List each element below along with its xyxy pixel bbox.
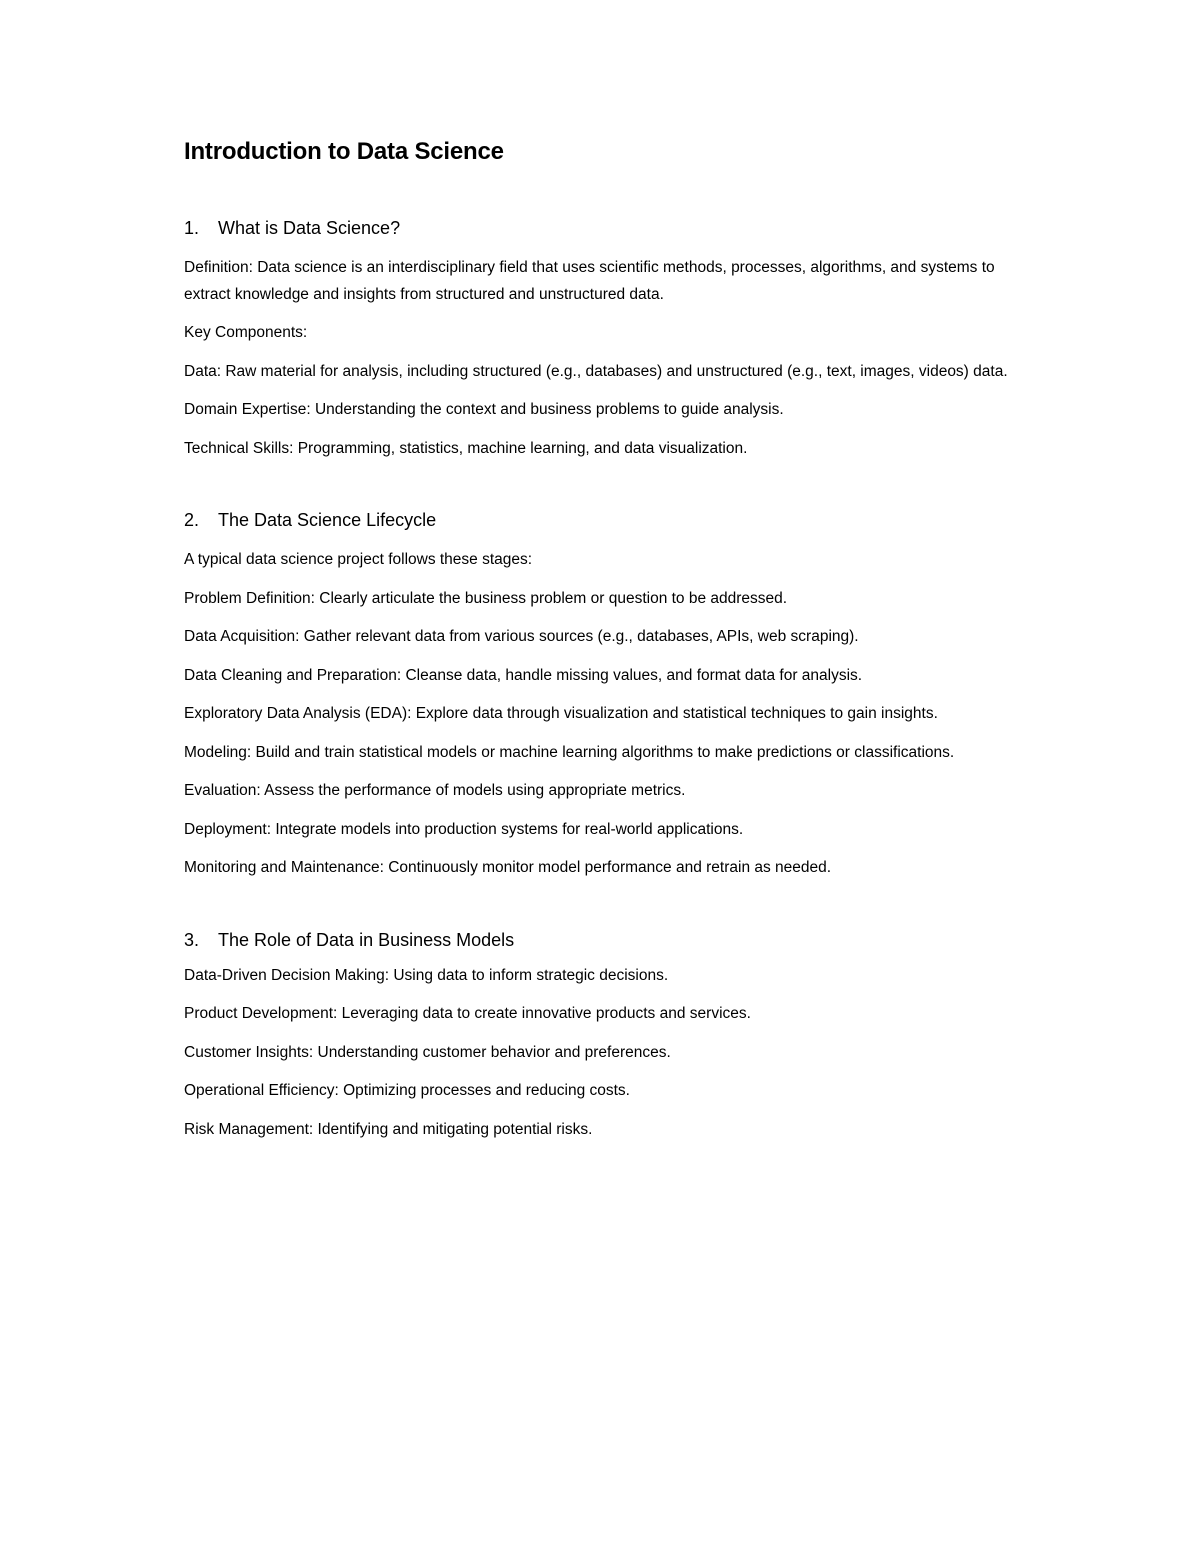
section-heading-lifecycle xyxy=(184,508,1014,532)
paragraph-problem-definition: Problem Definition: Clearly articulate the business problem or question to be addressed. xyxy=(184,589,788,607)
paragraph-customer-insights: Customer Insights: Understanding customer behavior and preferences. xyxy=(184,1043,671,1061)
paragraph-data: Data: Raw material for analysis, including structured (e.g., databases) and unstructured (e.g., text, images, videos) data. xyxy=(184,362,1008,380)
section-heading-what-is-data-science xyxy=(184,216,1014,240)
section-title: The Role of Data in Business Models xyxy=(218,929,515,950)
paragraph-definition: Definition: Data science is an interdisciplinary field that uses scientific methods, processes, algorithms, and systems to extract knowledge and insights from structured and unstructured data. xyxy=(184,259,995,303)
paragraph-evaluation: Evaluation: Assess the performance of models using appropriate metrics. xyxy=(184,782,686,799)
section-heading-role-of-data xyxy=(184,928,1014,952)
paragraph-deployment: Deployment: Integrate models into production systems for real-world applications. xyxy=(184,820,744,838)
paragraph-monitoring: Monitoring and Maintenance: Continuously monitor model performance and retrain as needed. xyxy=(184,859,832,876)
paragraph-domain-expertise: Domain Expertise: Understanding the context and business problems to guide analysis. xyxy=(184,401,784,418)
section-number: 3. xyxy=(184,929,200,950)
paragraph-data-acquisition: Data Acquisition: Gather relevant data from various sources (e.g., databases, APIs, web scraping). xyxy=(184,628,859,645)
document-title: Introduction to Data Science xyxy=(184,138,504,165)
paragraph-product-development: Product Development: Leveraging data to create innovative products and services. xyxy=(184,1005,751,1022)
paragraph-data-cleaning: Data Cleaning and Preparation: Cleanse data, handle missing values, and format data for analysis. xyxy=(184,666,863,684)
paragraph-eda: Exploratory Data Analysis (EDA): Explore data through visualization and statistical techniques to gain insights. xyxy=(184,705,938,722)
paragraph-modeling: Modeling: Build and train statistical models or machine learning algorithms to make predictions or classifications. xyxy=(184,743,955,761)
paragraph-risk-management: Risk Management: Identifying and mitigating potential risks. xyxy=(184,1120,593,1138)
paragraph-decision-making: Data-Driven Decision Making: Using data to inform strategic decisions. xyxy=(184,966,669,984)
paragraph-key-components: Key Components: xyxy=(184,324,308,341)
section-title: What is Data Science? xyxy=(218,218,401,238)
paragraph-technical-skills: Technical Skills: Programming, statistics, machine learning, and data visualization. xyxy=(184,439,748,457)
section-number: 2. xyxy=(184,510,200,530)
paragraph-lifecycle-intro: A typical data science project follows these stages: xyxy=(184,551,533,568)
section-title: The Data Science Lifecycle xyxy=(218,510,437,530)
section-number: 1. xyxy=(184,218,200,238)
document-body xyxy=(184,136,1014,1143)
paragraph-operational-efficiency: Operational Efficiency: Optimizing processes and reducing costs. xyxy=(184,1082,630,1099)
